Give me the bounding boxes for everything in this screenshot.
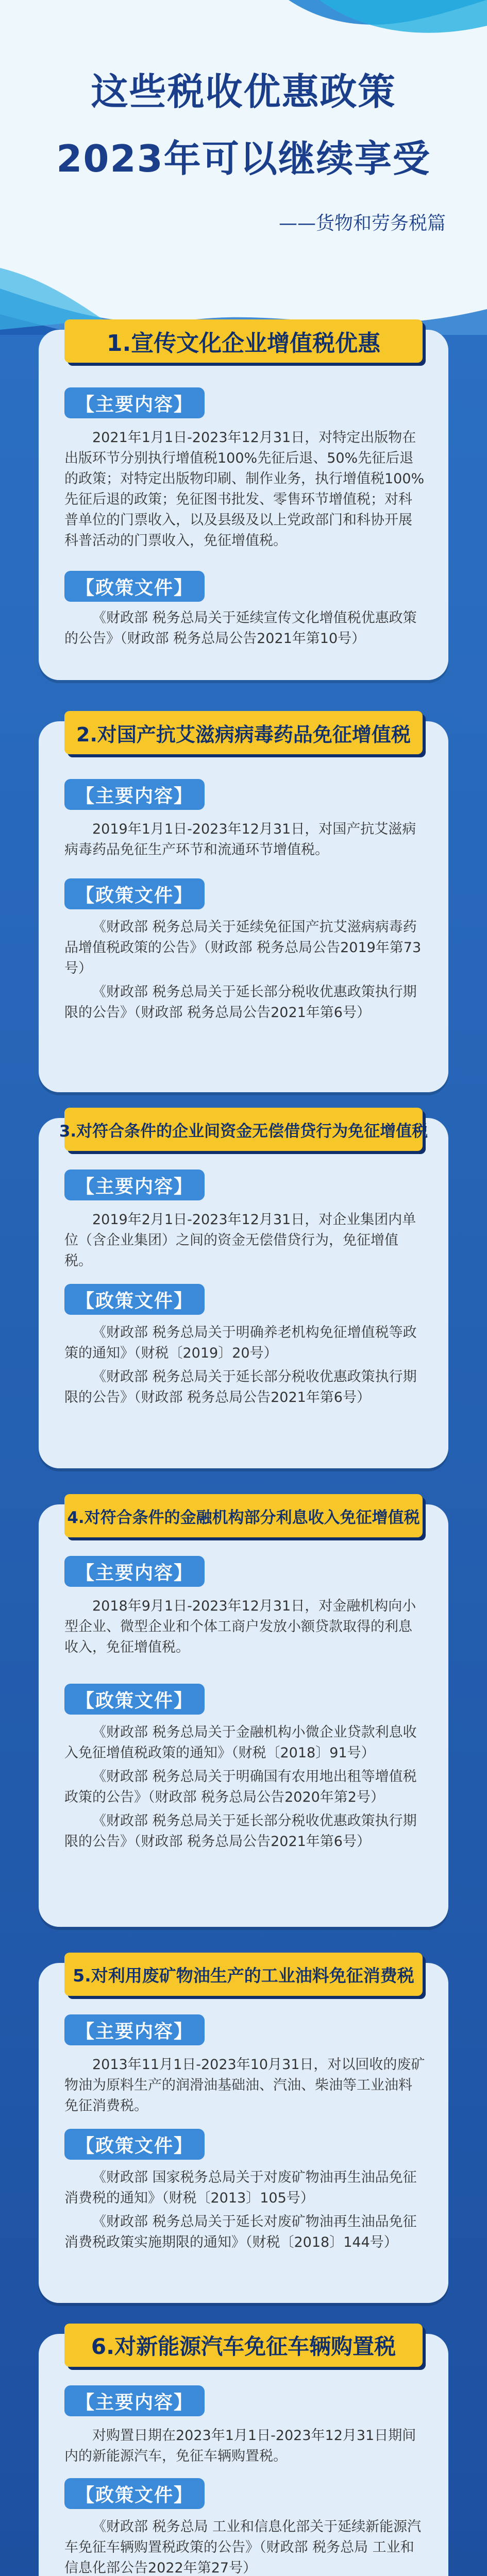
policy-file-text (64, 1323, 425, 1411)
policy-file-tag: 【政策文件】 (64, 571, 205, 602)
page-title-line1: 这些税收优惠政策 (91, 70, 396, 113)
main-content-text: 2019年1月1日-2023年12月31日，对国产抗艾滋病病毒药品免征生产环节和流通环节增值税。 (64, 821, 416, 858)
policy-item: 《财政部 国家税务总局关于对废矿物油再生油品免征消费税的通知》（财税〔2013〕105号） (64, 2170, 417, 2206)
header-banner (0, 0, 487, 371)
policy-item: 《财政部 税务总局关于延长对废矿物油再生油品免征消费税政策实施期限的通知》（财税〔2018〕144号） (64, 2214, 417, 2250)
policy-file-tag: 【政策文件】 (64, 1684, 205, 1715)
main-content-tag: 【主要内容】 (64, 2014, 205, 2045)
policy-file-tag: 【政策文件】 (64, 1284, 205, 1315)
section-card-5 (39, 1963, 448, 2303)
section-title: 4.对符合条件的金融机构部分利息收入免征增值税 (64, 1494, 423, 1537)
policy-file-text (64, 2167, 425, 2256)
policy-file-tag: 【政策文件】 (64, 2129, 205, 2160)
section-card-1 (39, 330, 448, 680)
policy-file-text (64, 608, 425, 652)
policy-item: 《财政部 税务总局关于明确国有农用地出租等增值税政策的公告》（财政部 税务总局公告2020年第2号） (64, 1769, 417, 1805)
section-title: 3.对符合条件的企业间资金无偿借贷行为免征增值税 (64, 1108, 423, 1151)
policy-item: 《财政部 税务总局关于延续免征国产抗艾滋病病毒药品增值税政策的公告》（财政部 税务总局公告2019年第73号） (64, 919, 422, 976)
decorative-wave-top (0, 0, 487, 371)
policy-item: 《财政部 税务总局关于金融机构小微企业贷款利息收入免征增值税政策的通知》（财税〔2018〕91号） (64, 1724, 417, 1761)
policy-item: 《财政部 税务总局关于延长部分税收优惠政策执行期限的公告》（财政部 税务总局公告2021年第6号） (64, 1813, 417, 1850)
page-title-line2: 2023年可以继续享受 (56, 137, 431, 180)
main-content-tag: 【主要内容】 (64, 779, 205, 810)
policy-file-text (64, 917, 425, 1026)
section-title: 6.对新能源汽车免征车辆购置税 (64, 2324, 423, 2367)
section-card-6 (39, 2334, 448, 2576)
policy-item: 《财政部 税务总局关于延长部分税收优惠政策执行期限的公告》（财政部 税务总局公告2021年第6号） (64, 1369, 417, 1405)
page-subtitle: ——货物和劳务税篇 (278, 213, 446, 234)
policy-file-text (64, 2517, 425, 2576)
policy-file-tag: 【政策文件】 (64, 878, 205, 909)
policy-item: 《财政部 税务总局关于明确养老机构免征增值税等政策的通知》（财税〔2019〕20号） (64, 1325, 417, 1361)
section-title: 5.对利用废矿物油生产的工业油料免征消费税 (64, 1953, 423, 1996)
main-content-tag: 【主要内容】 (64, 1556, 205, 1587)
section-card-4 (39, 1504, 448, 1927)
main-content-text: 对购置日期在2023年1月1日-2023年12月31日期间内的新能源汽车，免征车辆购置税。 (64, 2428, 416, 2464)
policy-file-text (64, 1722, 425, 1855)
policy-item: 《财政部 税务总局 工业和信息化部关于延续新能源汽车免征车辆购置税政策的公告》（财政部 税务总局 工业和信息化部公告2022年第27号） (64, 2519, 422, 2576)
policy-file-tag: 【政策文件】 (64, 2478, 205, 2509)
policy-item: 《财政部 税务总局关于延长部分税收优惠政策执行期限的公告》（财政部 税务总局公告2021年第6号） (64, 984, 417, 1021)
section-card-3 (39, 1118, 448, 1468)
section-card-2 (39, 721, 448, 1092)
main-content-tag: 【主要内容】 (64, 2385, 205, 2416)
main-content-text: 2021年1月1日-2023年12月31日，对特定出版物在出版环节分别执行增值税100%先征后退、50%先征后退的政策；对特定出版物印刷、制作业务，执行增值税100%先征后退的政策；免征图书批发、零售环节增值税；对科普单位的门票收入，以及县级及以上党政部门和科协开展科普活动的门票收入，免征增值税。 (64, 430, 425, 549)
main-content-text: 2013年11月1日-2023年10月31日，对以回收的废矿物油为原料生产的润滑油基础油、汽油、柴油等工业油料免征消费税。 (64, 2057, 425, 2114)
main-content-text: 2018年9月1日-2023年12月31日，对金融机构向小型企业、微型企业和个体工商户发放小额贷款取得的利息收入，免征增值税。 (64, 1598, 416, 1655)
section-title: 2.对国产抗艾滋病病毒药品免征增值税 (64, 711, 423, 754)
main-content-tag: 【主要内容】 (64, 1170, 205, 1200)
policy-item: 《财政部 税务总局关于延续宣传文化增值税优惠政策的公告》（财政部 税务总局公告2021年第10号） (64, 610, 417, 647)
main-content-tag: 【主要内容】 (64, 387, 205, 418)
main-content-text: 2019年2月1日-2023年12月31日，对企业集团内单位（含企业集团）之间的资金无偿借贷行为，免征增值税。 (64, 1212, 416, 1269)
section-title: 1.宣传文化企业增值税优惠 (64, 319, 423, 363)
